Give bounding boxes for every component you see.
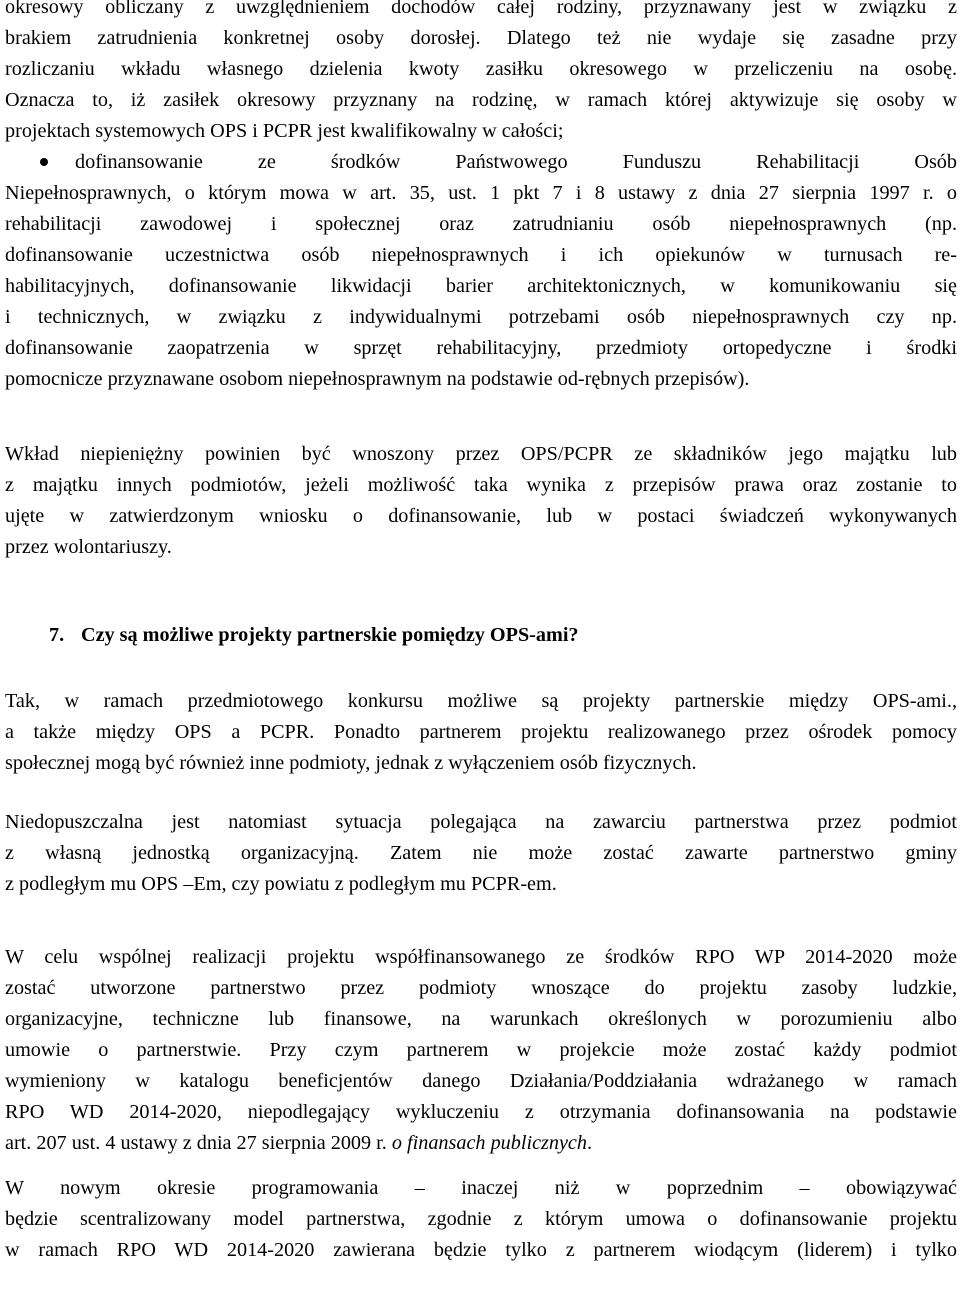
text-line: a także między OPS a PCPR. Ponadto partnerem projektu realizowanego przez ośrodek pomocy <box>5 721 957 743</box>
text-line: społecznej mogą być również inne podmioty, jednak z wyłączeniem osób fizycznych. <box>5 752 697 774</box>
paragraph-niedopuszczalna <box>5 807 957 900</box>
text-line: RPO WD 2014-2020, niepodlegający wykluczeniu z otrzymania dofinansowania na podstawie <box>5 1101 957 1123</box>
spacer <box>5 395 957 439</box>
text-line: Niedopuszczalna jest natomiast sytuacja polegająca na zawarciu partnerstwa przez podmiot <box>5 811 957 833</box>
text-line: wymieniony w katalogu beneficjentów danego Działania/Poddziałania wdrażanego w ramach <box>5 1070 957 1092</box>
paragraph-tak <box>5 686 957 779</box>
text-line: projektach systemowych OPS i PCPR jest kwalifikowalny w całości; <box>5 120 564 142</box>
spacer <box>5 651 957 686</box>
text-line: Oznacza to, iż zasiłek okresowy przyznany na rodzinę, w ramach której aktywizuje się osoby w <box>5 89 957 111</box>
text-line: rehabilitacji zawodowej i społecznej oraz zatrudnianiu osób niepełnosprawnych (np. <box>5 213 957 235</box>
paragraph-wklad-niepieniezny <box>5 439 957 563</box>
italic-title: o finansach publicznych <box>391 1132 587 1154</box>
text-line: ujęte w zatwierdzonym wniosku o dofinansowanie, lub w postaci świadczeń wykonywanych <box>5 505 957 527</box>
spacer <box>5 779 957 807</box>
bullet-icon <box>40 158 48 166</box>
text-line: habilitacyjnych, dofinansowanie likwidacji barier architektonicznych, w komunikowaniu się <box>5 275 957 297</box>
text-line: przez wolontariuszy. <box>5 536 172 558</box>
heading-text: Czy są możliwe projekty partnerskie pomiędzy OPS-ami? <box>81 624 579 646</box>
text-line: z podległym mu OPS –Em, czy powiatu z podległym mu PCPR-em. <box>5 873 557 895</box>
bullet-item-pfron <box>5 147 957 395</box>
text-line: dofinansowanie zaopatrzenia w sprzęt rehabilitacyjny, przedmioty ortopedyczne i środki <box>5 337 957 359</box>
section-heading <box>5 620 957 651</box>
spacer <box>5 900 957 942</box>
paragraph-nowy-okres <box>5 1173 957 1266</box>
spacer <box>5 563 957 620</box>
text-line: rozliczaniu wkładu własnego dzielenia kwoty zasiłku okresowego w przeliczeniu na osobę. <box>5 58 957 80</box>
text-line <box>5 1128 957 1159</box>
text-line: w ramach RPO WD 2014-2020 zawierana będzie tylko z partnerem wiodącym (liderem) i tylko <box>5 1239 957 1261</box>
text-line: Wkład niepieniężny powinien być wnoszony przez OPS/PCPR ze składników jego majątku lub <box>5 443 957 465</box>
text-line: okresowy obliczany z uwzględnieniem dochodów całej rodziny, przyznawany jest w związku z <box>5 0 957 18</box>
bullet-text: dofinansowanie ze środków Państwowego Funduszu Rehabilitacji Osób <box>75 151 957 173</box>
text-line: z majątku innych podmiotów, jeżeli możliwość taka wynika z przepisów prawa oraz zostanie to <box>5 474 957 496</box>
paragraph-partnerstwo <box>5 942 957 1159</box>
text-run: . <box>587 1132 593 1154</box>
text-line: z własną jednostką organizacyjną. Zatem nie może zostać zawarte partnerstwo gminy <box>5 842 957 864</box>
text-line: Niepełnosprawnych, o którym mowa w art. 35, ust. 1 pkt 7 i 8 ustawy z dnia 27 sierpnia 1997 r. o <box>5 182 957 204</box>
bullet-first-line <box>5 147 957 178</box>
heading-number: 7. <box>49 624 65 646</box>
text-line: pomocnicze przyznawane osobom niepełnosprawnym na podstawie od-rębnych przepisów). <box>5 368 750 390</box>
text-line: W nowym okresie programowania – inaczej niż w poprzednim – obowiązywać <box>5 1177 957 1199</box>
paragraph-zasilek <box>5 0 957 147</box>
text-run: art. 207 ust. 4 ustawy z dnia 27 sierpnia 2009 r. <box>5 1132 392 1154</box>
text-line: W celu wspólnej realizacji projektu współfinansowanego ze środków RPO WP 2014-2020 może <box>5 946 957 968</box>
text-line: dofinansowanie uczestnictwa osób niepełnosprawnych i ich opiekunów w turnusach re- <box>5 244 957 266</box>
text-line: i technicznych, w związku z indywidualnymi potrzebami osób niepełnosprawnych czy np. <box>5 306 957 328</box>
text-line: organizacyjne, techniczne lub finansowe, na warunkach określonych w porozumieniu albo <box>5 1008 957 1030</box>
spacer <box>5 1159 957 1173</box>
text-line: zostać utworzone partnerstwo przez podmioty wnoszące do projektu zasoby ludzkie, <box>5 977 957 999</box>
text-line: brakiem zatrudnienia konkretnej osoby dorosłej. Dlatego też nie wydaje się zasadne przy <box>5 27 957 49</box>
text-line: Tak, w ramach przedmiotowego konkursu możliwe są projekty partnerskie między OPS-ami., <box>5 690 957 712</box>
text-line: będzie scentralizowany model partnerstwa, zgodnie z którym umowa o dofinansowanie projektu <box>5 1208 957 1230</box>
text-line: umowie o partnerstwie. Przy czym partnerem w projekcie może zostać każdy podmiot <box>5 1039 957 1061</box>
